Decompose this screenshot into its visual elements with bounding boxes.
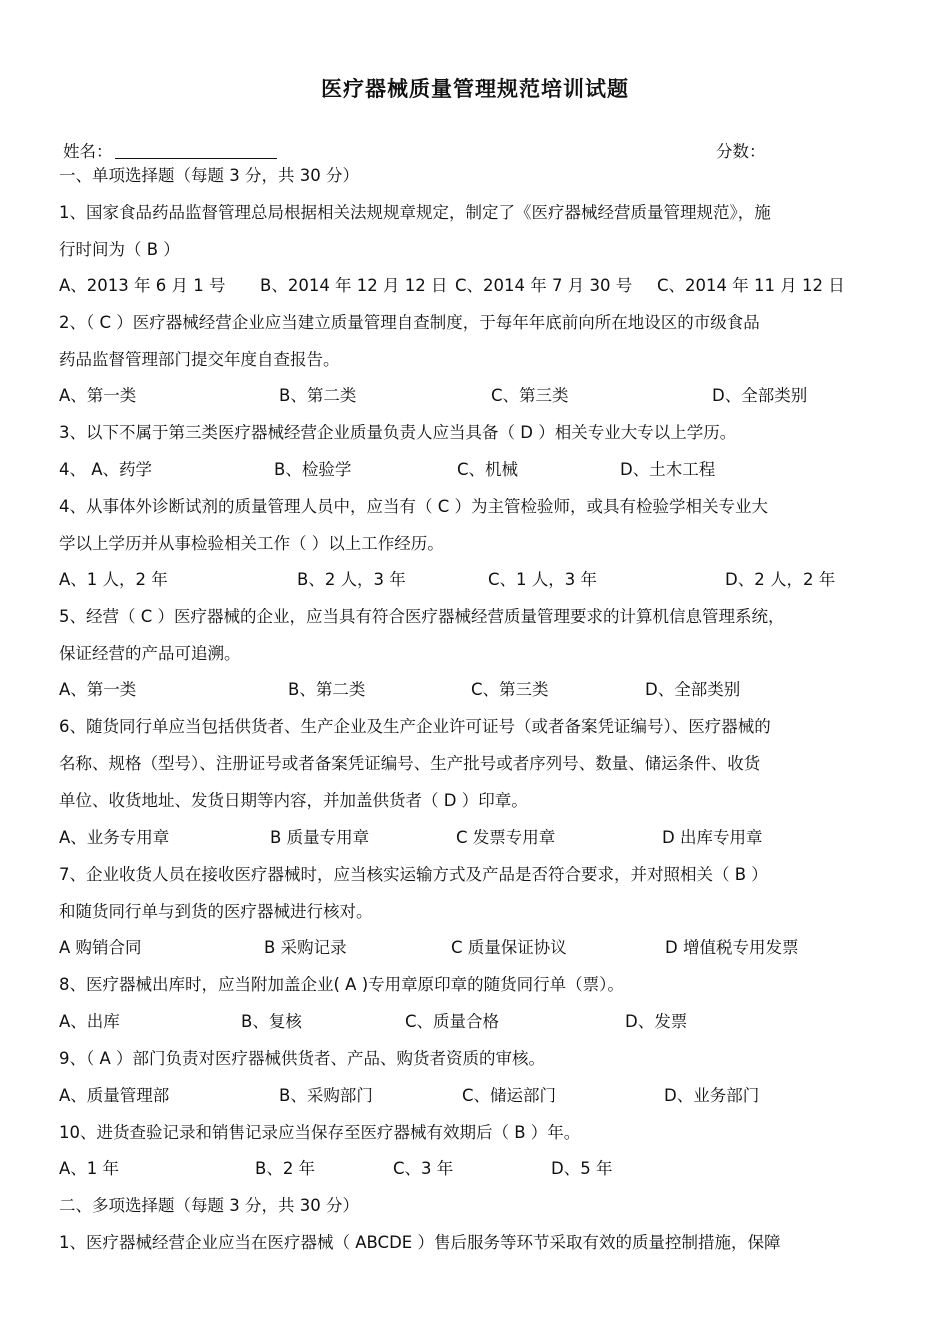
q9-option-a: A、质量管理部 [59,1086,170,1105]
q5-options [59,678,919,702]
q9-text-line1: 9、（ A ）部门负责对医疗器械供货者、产品、购货者资质的审核。 [59,1049,546,1068]
q8-option-b: B、复核 [241,1012,302,1031]
q7-text-line1: 7、企业收货人员在接收医疗器械时，应当核实运输方式及产品是否符合要求，并对照相关（ B ） [59,865,768,884]
page-title: 医疗器械质量管理规范培训试题 [321,77,629,101]
q1-option-a: A、2013 年 6 月 1 号 [59,276,226,295]
section2-heading: 二、多项选择题（每题 3 分，共 30 分） [59,1196,359,1215]
q2-option-d: D、全部类别 [712,386,808,405]
q10-option-b: B、2 年 [255,1159,316,1178]
q4-option-b: B、2 人，3 年 [297,570,406,589]
q5-option-a: A、第一类 [59,680,137,699]
q9-option-b: B、采购部门 [279,1086,373,1105]
q4-options [59,568,919,592]
q7-options [59,936,919,960]
q2-option-c: C、第三类 [491,386,569,405]
name-blank[interactable] [115,142,277,159]
q5-option-d: D、全部类别 [645,680,741,699]
q4-text-line1: 4、从事体外诊断试剂的质量管理人员中，应当有（ C ）为主管检验师，或具有检验学相关专业大 [59,497,769,516]
q3-option-a: 4、 A、药学 [59,460,153,479]
q6-option-d: D 出库专用章 [662,828,763,847]
q7-option-b: B 采购记录 [264,938,347,957]
q9-option-d: D、业务部门 [664,1086,760,1105]
name-field [63,140,277,164]
q6-option-b: B 质量专用章 [270,828,370,847]
q10-option-d: D、5 年 [551,1159,613,1178]
q4-text-line2: 学以上学历并从事检验相关工作（ ）以上工作经历。 [59,534,444,553]
q5-text-line2: 保证经营的产品可追溯。 [59,644,241,663]
score-label: 分数： [716,142,766,161]
q6-text-line1: 6、随货同行单应当包括供货者、生产企业及生产企业许可证号（或者备案凭证编号）、医疗器械的 [59,717,771,736]
q3-option-d: D、土木工程 [620,460,716,479]
q10-option-a: A、1 年 [59,1159,120,1178]
q10-option-c: C、3 年 [393,1159,454,1178]
q1-option-b: B、2014 年 12 月 12 日 [260,276,448,295]
q1-option-c: C、2014 年 7 月 30 号 [455,276,633,295]
q7-option-c: C 质量保证协议 [451,938,567,957]
q8-text-line1: 8、医疗器械出库时，应当附加盖企业( A )专用章原印章的随货同行单（票）。 [59,975,624,994]
q2-option-b: B、第二类 [279,386,357,405]
q6-option-c: C 发票专用章 [456,828,556,847]
q2-option-a: A、第一类 [59,386,137,405]
q1-options [59,274,919,298]
q7-option-d: D 增值税专用发票 [665,938,799,957]
q1-option-d: C、2014 年 11 月 12 日 [657,276,845,295]
q5-text-line1: 5、经营（ C ）医疗器械的企业，应当具有符合医疗器械经营质量管理要求的计算机信息管理系统， [59,607,785,626]
q2-options [59,384,919,408]
section1-heading: 一、单项选择题（每题 3 分，共 30 分） [59,166,359,185]
q6-text-line3: 单位、收货地址、发货日期等内容，并加盖供货者（ D ）印章。 [59,791,528,810]
s2-q1-text-line1: 1、医疗器械经营企业应当在医疗器械（ ABCDE ）售后服务等环节采取有效的质量控制措施，保障 [59,1233,781,1252]
q7-text-line2: 和随货同行单与到货的医疗器械进行核对。 [59,902,373,921]
q3-option-b: B、检验学 [274,460,352,479]
q3-option-c: C、机械 [457,460,519,479]
q4-option-d: D、2 人，2 年 [725,570,836,589]
q6-text-line2: 名称、规格（型号）、注册证号或者备案凭证编号、生产批号或者序列号、数量、储运条件、收货 [59,754,761,773]
q5-option-b: B、第二类 [288,680,366,699]
q1-text-line2: 行时间为（ B ） [59,240,180,259]
q6-options [59,826,919,850]
q1-text-line1: 1、国家食品药品监督管理总局根据相关法规规章规定，制定了《医疗器械经营质量管理规范》，施 [59,203,771,222]
q6-option-a: A、业务专用章 [59,828,170,847]
q4-option-c: C、1 人，3 年 [488,570,598,589]
q9-option-c: C、储运部门 [462,1086,557,1105]
q4-option-a: A、1 人，2 年 [59,570,168,589]
q8-option-c: C、质量合格 [405,1012,500,1031]
q2-text-line2: 药品监督管理部门提交年度自查报告。 [59,350,340,369]
q2-text-line1: 2、（ C ）医疗器械经营企业应当建立质量管理自查制度，于每年年底前向所在地设区的市级食品 [59,313,760,332]
q10-text-line1: 10、进货查验记录和销售记录应当保存至医疗器械有效期后（ B ）年。 [59,1123,581,1142]
q8-option-a: A、出库 [59,1012,120,1031]
name-label: 姓名： [63,142,113,161]
q3-options [59,458,919,482]
q8-option-d: D、发票 [625,1012,688,1031]
q8-options [59,1010,919,1034]
q9-options [59,1084,919,1108]
q5-option-c: C、第三类 [471,680,549,699]
q10-options [59,1157,919,1181]
q3-text-line1: 3、以下不属于第三类医疗器械经营企业质量负责人应当具备（ D ）相关专业大专以上学历。 [59,423,737,442]
q7-option-a: A 购销合同 [59,938,142,957]
